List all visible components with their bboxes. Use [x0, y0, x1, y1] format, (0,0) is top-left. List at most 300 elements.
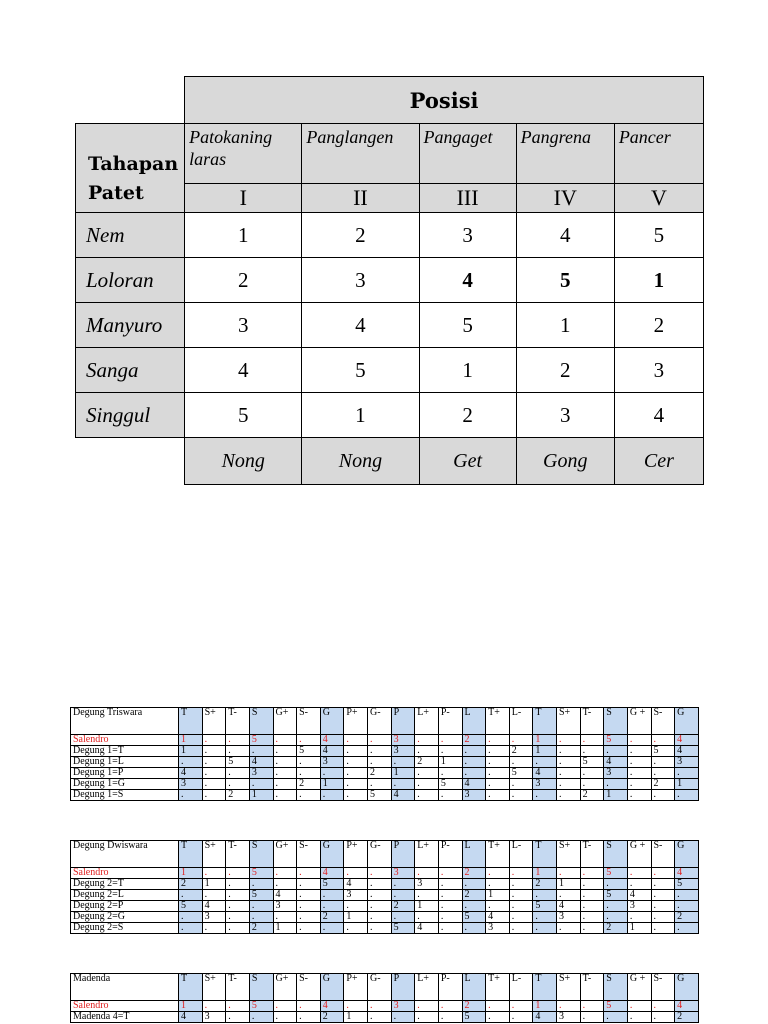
value-cell: 5 [302, 348, 419, 393]
row-label: Salendro [71, 868, 179, 879]
row-label: Degung 1=P [71, 768, 179, 779]
note-cell: . [415, 1001, 439, 1012]
note-cell: . [179, 757, 203, 768]
row-label: Degung 2=T [71, 879, 179, 890]
note-cell: 1 [179, 746, 203, 757]
note-cell: . [486, 768, 510, 779]
degung-header-row [71, 841, 699, 868]
note-cell: . [462, 923, 486, 934]
note-cell: . [533, 923, 557, 934]
note-cell: . [391, 879, 415, 890]
position-name: Pangrena [516, 124, 614, 184]
note-cell: 5 [604, 890, 628, 901]
column-header: G [320, 974, 344, 1001]
note-cell: . [651, 912, 675, 923]
note-cell: . [486, 735, 510, 746]
note-cell: . [486, 790, 510, 801]
note-cell: . [368, 746, 392, 757]
note-cell: . [580, 879, 604, 890]
position-nickname: Nong [185, 438, 302, 485]
degung-row [71, 768, 699, 779]
note-cell: 1 [486, 890, 510, 901]
note-cell: . [509, 901, 533, 912]
value-cell: 2 [614, 303, 703, 348]
note-cell: . [273, 1012, 297, 1023]
note-cell: 1 [533, 735, 557, 746]
note-cell: 3 [557, 1012, 581, 1023]
column-header: G- [368, 841, 392, 868]
column-header: P [391, 841, 415, 868]
row-label: Salendro [71, 1001, 179, 1012]
note-cell: . [226, 901, 250, 912]
note-cell: 5 [226, 757, 250, 768]
note-cell: . [273, 768, 297, 779]
note-cell: . [226, 735, 250, 746]
column-header: S- [651, 974, 675, 1001]
note-cell: . [604, 779, 628, 790]
column-header: P+ [344, 708, 368, 735]
note-cell: 4 [675, 1001, 699, 1012]
note-cell: 3 [391, 746, 415, 757]
value-cell: 2 [185, 258, 302, 303]
note-cell: . [438, 912, 462, 923]
note-cell: . [202, 757, 226, 768]
note-cell: . [509, 757, 533, 768]
column-header: G [320, 841, 344, 868]
note-cell: . [580, 868, 604, 879]
row-label: Degung 2=P [71, 901, 179, 912]
column-header: S [604, 708, 628, 735]
value-cell: 4 [614, 393, 703, 438]
note-cell: . [580, 1001, 604, 1012]
value-cell: 4 [419, 258, 516, 303]
note-cell: . [273, 757, 297, 768]
column-header: T+ [486, 841, 510, 868]
note-cell: . [580, 890, 604, 901]
column-header: P- [438, 708, 462, 735]
note-cell: . [368, 868, 392, 879]
note-cell: . [179, 923, 203, 934]
note-cell: . [297, 1001, 321, 1012]
row-label: Degung 2=S [71, 923, 179, 934]
note-cell: . [627, 912, 651, 923]
note-cell: . [415, 768, 439, 779]
note-cell: . [368, 923, 392, 934]
note-cell: 2 [675, 1012, 699, 1023]
row-label: Degung 1=L [71, 757, 179, 768]
note-cell: 5 [580, 757, 604, 768]
value-cell: 5 [185, 393, 302, 438]
note-cell: 3 [604, 768, 628, 779]
note-cell: 1 [675, 779, 699, 790]
note-cell: 5 [368, 790, 392, 801]
note-cell: . [320, 768, 344, 779]
note-cell: . [509, 879, 533, 890]
column-header: T- [226, 708, 250, 735]
note-cell: . [651, 890, 675, 901]
note-cell: . [368, 901, 392, 912]
position-roman: II [302, 184, 419, 213]
value-cell: 3 [419, 213, 516, 258]
column-header: L+ [415, 841, 439, 868]
note-cell: . [415, 746, 439, 757]
note-cell: 2 [391, 901, 415, 912]
note-cell: 4 [273, 890, 297, 901]
note-cell: 2 [415, 757, 439, 768]
note-cell: . [320, 901, 344, 912]
column-header: T [179, 974, 203, 1001]
note-cell: . [462, 879, 486, 890]
value-cell: 2 [302, 213, 419, 258]
note-cell: 3 [557, 912, 581, 923]
degung-header-row [71, 974, 699, 1001]
note-cell: 1 [415, 901, 439, 912]
note-cell: . [297, 1012, 321, 1023]
position-roman: IV [516, 184, 614, 213]
column-header: G- [368, 974, 392, 1001]
note-cell: . [179, 890, 203, 901]
column-header: T [179, 708, 203, 735]
note-cell: . [202, 746, 226, 757]
note-cell: 2 [249, 923, 273, 934]
degung-row [71, 735, 699, 746]
column-header: G+ [273, 974, 297, 1001]
column-header: G [675, 708, 699, 735]
note-cell: . [651, 790, 675, 801]
note-cell: . [438, 1012, 462, 1023]
note-cell: . [391, 1012, 415, 1023]
degung-title: Degung Dwiswara [71, 841, 179, 868]
note-cell: . [273, 735, 297, 746]
column-header: G+ [273, 841, 297, 868]
note-cell: . [604, 901, 628, 912]
note-cell: 1 [344, 912, 368, 923]
note-cell: . [580, 779, 604, 790]
note-cell: . [297, 757, 321, 768]
value-cell: 1 [302, 393, 419, 438]
value-cell: 5 [614, 213, 703, 258]
note-cell: . [226, 868, 250, 879]
note-cell: 3 [391, 735, 415, 746]
note-cell: 3 [391, 1001, 415, 1012]
column-header: S- [651, 841, 675, 868]
position-name: Pancer [614, 124, 703, 184]
column-header: S+ [202, 841, 226, 868]
value-cell: 3 [614, 348, 703, 393]
note-cell: . [580, 1012, 604, 1023]
note-cell: . [627, 746, 651, 757]
note-cell: . [344, 901, 368, 912]
position-name: Pangaget [419, 124, 516, 184]
value-cell: 5 [419, 303, 516, 348]
bottom-left-blank [76, 438, 185, 485]
column-header: P+ [344, 841, 368, 868]
madenda-table [70, 973, 699, 1023]
note-cell: 4 [391, 790, 415, 801]
patet-label: Sanga [76, 348, 185, 393]
value-cell: 4 [185, 348, 302, 393]
position-nickname: Get [419, 438, 516, 485]
note-cell: . [580, 912, 604, 923]
note-cell: . [557, 746, 581, 757]
degung-row [71, 890, 699, 901]
column-header: T- [580, 841, 604, 868]
note-cell: 1 [533, 1001, 557, 1012]
note-cell: . [297, 790, 321, 801]
note-cell: . [249, 746, 273, 757]
note-cell: . [368, 1001, 392, 1012]
note-cell: . [557, 790, 581, 801]
column-header: G [675, 974, 699, 1001]
note-cell: . [226, 746, 250, 757]
note-cell: . [438, 879, 462, 890]
row-label: Degung 2=G [71, 912, 179, 923]
note-cell: 5 [249, 890, 273, 901]
note-cell: . [344, 735, 368, 746]
column-header: T+ [486, 974, 510, 1001]
note-cell: 1 [249, 790, 273, 801]
note-cell: . [438, 890, 462, 901]
note-cell: . [462, 768, 486, 779]
note-cell: . [249, 912, 273, 923]
note-cell: 5 [179, 901, 203, 912]
column-header: L- [509, 974, 533, 1001]
note-cell: 2 [533, 879, 557, 890]
degung-title: Degung Triswara [71, 708, 179, 735]
degung-row [71, 879, 699, 890]
note-cell: 1 [179, 868, 203, 879]
note-cell: . [651, 1012, 675, 1023]
note-cell: . [509, 912, 533, 923]
note-cell: 1 [438, 757, 462, 768]
note-cell: . [297, 879, 321, 890]
note-cell: 5 [438, 779, 462, 790]
note-cell: 4 [462, 779, 486, 790]
position-roman: I [185, 184, 302, 213]
note-cell: 5 [675, 879, 699, 890]
note-cell: . [368, 879, 392, 890]
note-cell: 3 [179, 779, 203, 790]
note-cell: . [651, 768, 675, 779]
column-header: S [604, 974, 628, 1001]
value-cell: 4 [516, 213, 614, 258]
column-header: P- [438, 841, 462, 868]
note-cell: 1 [179, 735, 203, 746]
note-cell: 1 [533, 868, 557, 879]
degung-row [71, 868, 699, 879]
column-header: T- [580, 974, 604, 1001]
note-cell: . [486, 1012, 510, 1023]
note-cell: 4 [557, 901, 581, 912]
note-cell: . [344, 1001, 368, 1012]
note-cell: 4 [179, 1012, 203, 1023]
note-cell: 4 [320, 735, 344, 746]
note-cell: . [202, 890, 226, 901]
note-cell: . [415, 790, 439, 801]
note-cell: 1 [179, 1001, 203, 1012]
note-cell: 4 [415, 923, 439, 934]
patet-row [76, 303, 704, 348]
column-header: S [249, 708, 273, 735]
column-header: S+ [202, 974, 226, 1001]
note-cell: . [675, 923, 699, 934]
note-cell: 2 [368, 768, 392, 779]
note-cell: 1 [273, 923, 297, 934]
value-cell: 1 [419, 348, 516, 393]
note-cell: 3 [533, 779, 557, 790]
patet-position-table [75, 76, 704, 485]
note-cell: . [604, 912, 628, 923]
note-cell: 3 [202, 912, 226, 923]
note-cell: . [651, 868, 675, 879]
note-cell: . [226, 879, 250, 890]
row-label: Degung 1=T [71, 746, 179, 757]
note-cell: . [202, 790, 226, 801]
row-label: Degung 2=L [71, 890, 179, 901]
row-label: Degung 1=G [71, 779, 179, 790]
note-cell: . [557, 890, 581, 901]
column-header: T [533, 841, 557, 868]
note-cell: . [202, 868, 226, 879]
note-cell: 4 [202, 901, 226, 912]
note-cell: 2 [320, 1012, 344, 1023]
corner-blank [76, 77, 185, 124]
note-cell: 4 [675, 868, 699, 879]
column-header: S- [651, 708, 675, 735]
value-cell: 1 [614, 258, 703, 303]
column-header: G [675, 841, 699, 868]
degung-row [71, 757, 699, 768]
note-cell: . [202, 768, 226, 779]
note-cell: . [627, 868, 651, 879]
row-label: Madenda 4=T [71, 1012, 179, 1023]
note-cell: . [509, 1012, 533, 1023]
note-cell: . [462, 901, 486, 912]
note-cell: 4 [533, 1012, 557, 1023]
patet-label: Singgul [76, 393, 185, 438]
note-cell: . [486, 868, 510, 879]
note-cell: . [509, 1001, 533, 1012]
note-cell: 4 [675, 735, 699, 746]
note-cell: . [486, 779, 510, 790]
note-cell: . [344, 779, 368, 790]
value-cell: 1 [185, 213, 302, 258]
note-cell: 5 [604, 868, 628, 879]
patet-row [76, 258, 704, 303]
note-cell: 1 [533, 746, 557, 757]
value-cell: 3 [185, 303, 302, 348]
note-cell: 1 [604, 790, 628, 801]
note-cell: . [509, 735, 533, 746]
note-cell: 4 [627, 890, 651, 901]
note-cell: . [297, 923, 321, 934]
note-cell: . [486, 1001, 510, 1012]
column-header: S [249, 974, 273, 1001]
note-cell: . [627, 757, 651, 768]
note-cell: . [179, 790, 203, 801]
note-cell: . [226, 890, 250, 901]
note-cell: 4 [533, 768, 557, 779]
note-cell: . [651, 879, 675, 890]
note-cell: . [273, 912, 297, 923]
value-cell: 3 [302, 258, 419, 303]
note-cell: . [368, 757, 392, 768]
degung-row [71, 923, 699, 934]
note-cell: 5 [249, 868, 273, 879]
note-cell: . [627, 768, 651, 779]
note-cell: . [368, 890, 392, 901]
note-cell: 3 [249, 768, 273, 779]
note-cell: 5 [249, 735, 273, 746]
note-cell: . [627, 779, 651, 790]
column-header: G [320, 708, 344, 735]
note-cell: . [368, 1012, 392, 1023]
note-cell: . [344, 746, 368, 757]
column-header: S+ [557, 974, 581, 1001]
note-cell: 4 [320, 746, 344, 757]
note-cell: . [391, 779, 415, 790]
note-cell: 4 [320, 1001, 344, 1012]
note-cell: . [320, 790, 344, 801]
note-cell: 1 [202, 879, 226, 890]
note-cell: . [344, 790, 368, 801]
note-cell: 4 [179, 768, 203, 779]
note-cell: . [297, 735, 321, 746]
value-cell: 3 [516, 393, 614, 438]
column-header: L [462, 708, 486, 735]
note-cell: . [486, 757, 510, 768]
patet-label: Loloran [76, 258, 185, 303]
note-cell: . [604, 746, 628, 757]
note-cell: 4 [249, 757, 273, 768]
note-cell: . [557, 768, 581, 779]
note-cell: . [533, 790, 557, 801]
degung-header-row [71, 708, 699, 735]
note-cell: 4 [604, 757, 628, 768]
position-nickname: Gong [516, 438, 614, 485]
degung-triswara-table [70, 707, 699, 801]
row-label: Salendro [71, 735, 179, 746]
note-cell: 2 [509, 746, 533, 757]
note-cell: . [273, 779, 297, 790]
degung-row [71, 779, 699, 790]
note-cell: . [557, 735, 581, 746]
note-cell: 5 [391, 923, 415, 934]
note-cell: . [391, 757, 415, 768]
tahapan-patet-header: Tahapan Patet [76, 124, 185, 213]
note-cell: . [438, 735, 462, 746]
note-cell: 4 [486, 912, 510, 923]
note-cell: . [249, 1012, 273, 1023]
note-cell: 1 [391, 768, 415, 779]
degung-row [71, 790, 699, 801]
position-roman: III [419, 184, 516, 213]
column-header: G + [627, 974, 651, 1001]
patet-label: Manyuro [76, 303, 185, 348]
column-header: L- [509, 841, 533, 868]
note-cell: . [273, 790, 297, 801]
note-cell: . [557, 779, 581, 790]
note-cell: 2 [462, 868, 486, 879]
note-cell: . [604, 1012, 628, 1023]
note-cell: 5 [533, 901, 557, 912]
note-cell: . [438, 1001, 462, 1012]
note-cell: 5 [320, 879, 344, 890]
note-cell: 1 [557, 879, 581, 890]
note-cell: . [580, 923, 604, 934]
note-cell: . [297, 868, 321, 879]
position-name: Panglangen [302, 124, 419, 184]
